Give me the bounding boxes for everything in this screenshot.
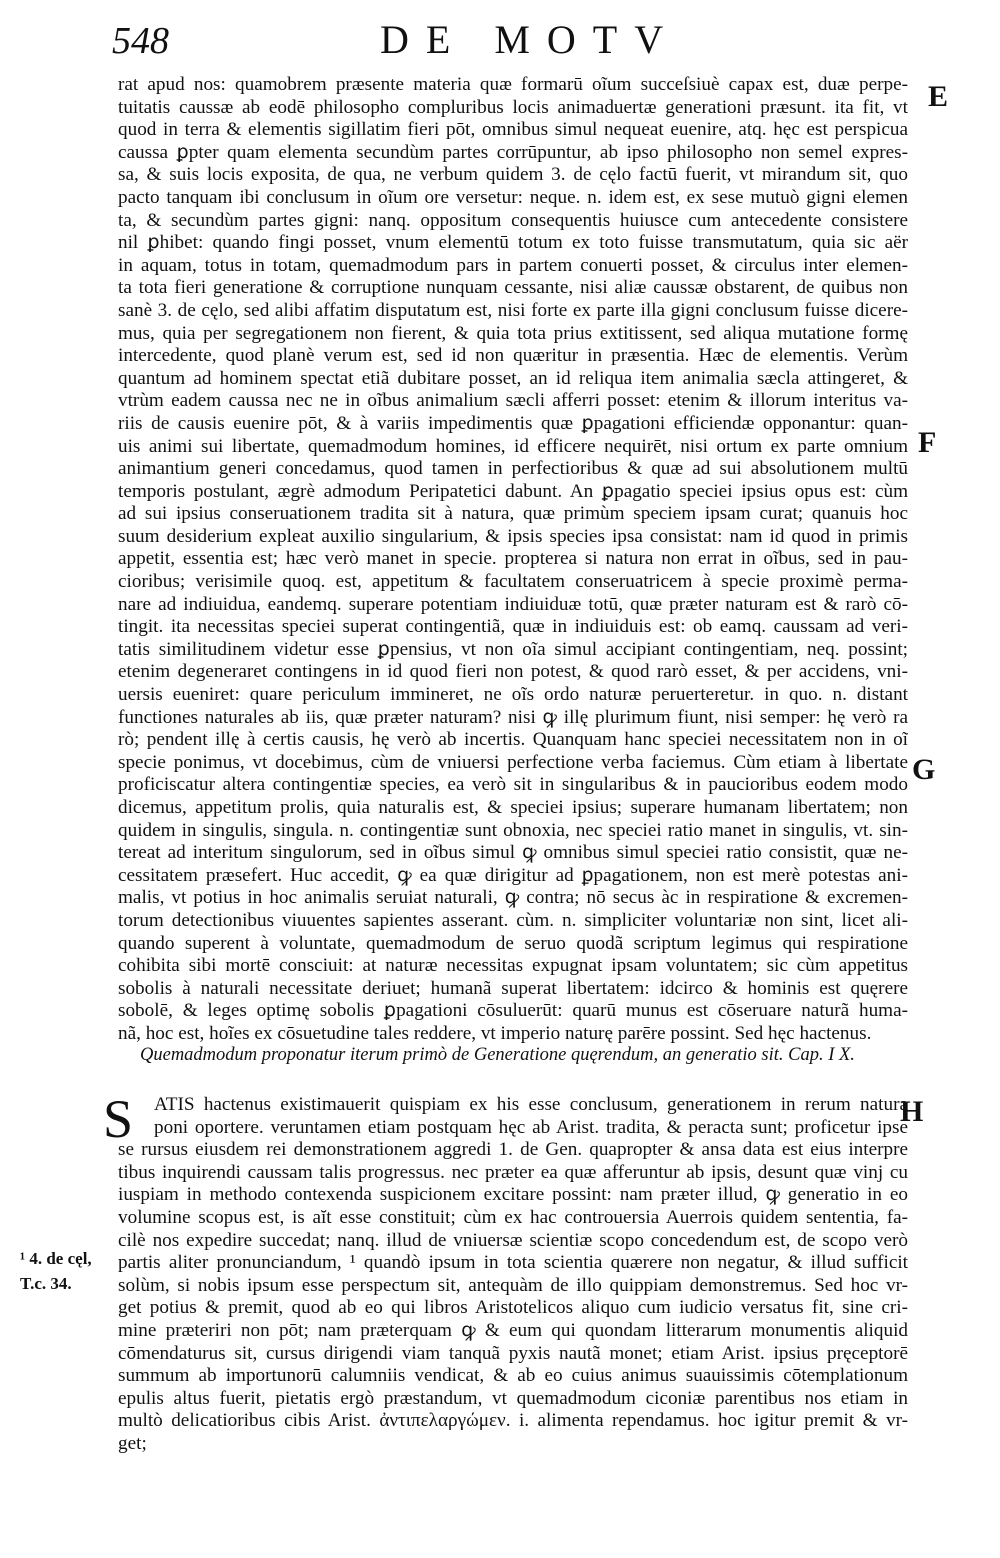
text-line: tingit. ita necessitas speciei superat contingentiã, quæ in indiuiduis est: ob eamq. caussam ad veri- bbox=[118, 616, 908, 638]
page-number: 548 bbox=[112, 20, 169, 62]
text-line: dicemus, appetitum prolis, quia naturalis est, & speciei ipsius; superare humanam libertatem; non bbox=[118, 797, 908, 818]
text-line: nã, hoc est, hoĩes ex cōsuetudine tales reddere, vt imperio naturę parēre possint. Sed hęc hactenus. bbox=[118, 1022, 872, 1044]
text-line: nare ad indiuidua, eandemq. superare potentiam indiuiduæ totū, quæ præter naturam est & rarò cō- bbox=[118, 593, 908, 615]
margin-letter-e: E bbox=[928, 80, 949, 113]
text-line: se rursus eiusdem rei demonstrationem aggredi 1. de Gen. quapropter & ansa data est eius interpre bbox=[118, 1139, 908, 1161]
text-line: mus, quia per segregationem non fierent, & quia tota prius extitissent, sed aliqua mutatione formę bbox=[118, 322, 908, 344]
text-line: specie ponimus, vt docebimus, cùm de vniuersi perfectione verba faciemus. Cùm etiam à libertate bbox=[118, 751, 908, 773]
text-line: vtrùm eadem caussa nec ne in oĩbus animalium sæcli afferri posset: etenim & illorum interitus va- bbox=[118, 390, 908, 412]
text-line: rò; pendent illę à certis causis, hę verò ab incertis. Quanquam hanc speciei necessitatem non in oĩ bbox=[118, 729, 908, 751]
text-line: ATIS hactenus existimauerit quispiam ex his esse conclusum, generationem in rerum natura bbox=[154, 1094, 908, 1115]
text-line: uis animi sui libertate, quemadmodum homines, id efficere nequirēt, nisi ortum ex parte omnium bbox=[118, 435, 908, 457]
text-line: get potius & premit, quod ab eo qui libros Aristotelicos aliquo cum iudicio versatus fit, sine cri- bbox=[118, 1297, 908, 1319]
text-line: animantium generi concedamus, quod tamen in perfectioribus & quæ ad sui absolutionem multū bbox=[118, 458, 908, 480]
running-head: DE MOTV bbox=[380, 17, 681, 62]
text-line: torum detectionibus viuuentes sapientes asserant. cùm. n. simpliciter voluntariæ non sint, licet ali- bbox=[118, 909, 908, 931]
text-line: sobolē, & leges optimę sobolis ꝑpagationi cōsuluerūt: quarū munus est cōseruare naturã huma- bbox=[118, 1000, 908, 1022]
chapter-heading: Quemadmodum proponatur iterum primò de Generatione quęrendum, an generatio sit. Cap. I X. bbox=[140, 1045, 855, 1065]
body-text-part1 bbox=[118, 74, 908, 1046]
text-line: uersis eueniret: quare periculum immineret, ne oĩs ordo naturæ peruerteretur. in quo. n. distant bbox=[118, 684, 908, 706]
text-line: suum desiderium expleat auxilio singularium, & ipsis species ipsa consistat: nam id quod in primis bbox=[118, 525, 908, 547]
text-line: iuspiam in methodo contexenda suspicionem excitare possint: nam præter illud, ꝙ generatio in eo bbox=[118, 1184, 908, 1206]
text-line: summum ab importunorū calumniis vendicat, & ab eo cuius animus suauissimis cōtemplationum bbox=[118, 1365, 908, 1387]
text-line: intercedente, quod planè verum est, sed id non quæritur in præsentia. Hæc de elementis. Verùm bbox=[118, 345, 908, 367]
text-line: cōmendaturus sit, cursus dirigendi viam tanquã pyxis nautã monet; etiam Arist. ipsius pręceptorē bbox=[118, 1342, 908, 1364]
text-line: ad sui ipsius conseruationem tradita sit à natura, quæ primùm speciem ipsam curat; quanuis hoc bbox=[118, 503, 908, 525]
text-line: poni oportere. veruntamen etiam postquam hęc ab Arist. tradita, & peracta sunt; proficetur ipse bbox=[154, 1116, 908, 1138]
text-line: tereat ad interitum singulorum, sed in oĩbus simul ꝙ omnibus simul speciei ratio consistit, quæ ne- bbox=[118, 842, 908, 864]
text-line: ta tota fieri generatione & corruptione nunquam cessante, nisi aliæ caussæ obstarent, de quibus non bbox=[118, 277, 908, 299]
text-line: cohibita sibi mortē consciuit: at naturæ necessitas expugnat ipsam voluntatem; sic cùm appetitus bbox=[118, 955, 908, 977]
margin-note-text-citation: T.c. 34. bbox=[20, 1274, 72, 1293]
margin-letter-g: G bbox=[912, 753, 936, 786]
text-line: rat apud nos: quamobrem præsente materia quæ formarū oĩum succeſsiuè capax est, duæ perpe- bbox=[118, 74, 908, 95]
text-line: partis aliter pronunciandum, ¹ quandò ipsum in tota scientia quærere non negatur, & illud sufficit bbox=[118, 1252, 908, 1274]
margin-letter-f: F bbox=[918, 426, 937, 459]
text-line: cilè nos expedire succedat; nanq. illud de vniuersæ scientiæ scopo concedendum est, de scopo verò bbox=[118, 1229, 908, 1251]
text-line: tuitatis caussæ ab eodē philosopho compluribus locis animaduertæ generationi præsunt. ita fit, vt bbox=[118, 96, 908, 118]
text-line: sa, & suis locis exposita, de qua, ne verbum quidem 3. de cęlo factū fuerit, vt mirandum sit, quo bbox=[118, 164, 908, 186]
text-line: quando superent à voluntate, quemadmodum de seruo quodã scriptum legimus qui respiratione bbox=[118, 932, 908, 954]
text-line: nil ꝑhibet: quando fingi posset, vnum elementū totum ex toto fuisse transmutatum, quia sic aër bbox=[118, 232, 908, 254]
text-line: riis de causis euenire pōt, & à variis impedimentis quæ ꝑpagationi efficiendæ opponantur: quan- bbox=[118, 412, 908, 434]
text-line: malis, vt potius in hoc animalis seruiat naturali, ꝙ contra; nō secus àc in respiratione & excremen- bbox=[118, 887, 908, 909]
text-line: cessitatem præsefert. Huc accedit, ꝙ ea quæ dirigitur ad ꝑpagationem, non est merè potestas ani- bbox=[118, 864, 908, 886]
text-line: ta, & secundùm partes gigni: nanq. oppositum consequentis huiusce cum antecedente consistere bbox=[118, 209, 908, 231]
text-line: cioribus; verisimile quoq. est, appetitum & facultatem conseruatricem à specie proximè perma- bbox=[118, 571, 908, 593]
text-line: in aquam, totus in totam, quemadmodum pars in partem conuerti posset, & circulus inter elemen- bbox=[118, 254, 908, 276]
text-line: multò delicatioribus cibis Arist. ἀντιπελαργώμεν. i. alimenta rependamus. hoc igitur premit & vr- bbox=[118, 1410, 908, 1432]
text-line: temporis postulant, ægrè admodum Peripatetici dabunt. An ꝑpagatio speciei ipsius opus est: cùm bbox=[118, 480, 908, 502]
text-line: tatis similitudinem videtur esse ꝑpensius, vt non oĩa simul accipiant contingentiam, neq. possint; bbox=[118, 638, 908, 660]
body-text-part2 bbox=[118, 1094, 908, 1456]
text-line: quidem in singulis, singula. n. contingentiæ sunt obnoxia, nec speciei ratio manet in singulis, vt. sin- bbox=[118, 819, 908, 841]
margin-note-reference: ¹ 4. de cęl, bbox=[20, 1249, 92, 1268]
text-line: quod in terra & elementis sigillatim fieri pōt, omnibus simul nequeat euenire, atq. hęc est perspicua bbox=[118, 119, 908, 141]
text-line: tibus inquirendi caussam talis progressus. nec præter ea quæ afferuntur ab ipsis, desunt quæ vinj cu bbox=[118, 1161, 908, 1183]
text-line: volumine scopus est, is aĭt esse constituit; cùm ex hac controuersia Auerrois quidem sententia, fa- bbox=[118, 1206, 908, 1228]
text-line: sanè 3. de cęlo, sed alibi affatim disputatum est, nisi forte ex parte illa gigni conclusum fuisse dicere- bbox=[118, 299, 908, 321]
text-line: mine præteriri non pōt; nam præterquam ꝙ & eum qui quondam litterarum monumentis aliquid bbox=[118, 1319, 908, 1341]
text-line: sobolis à naturali necessitate deriuet; humanã superat libertatem: idcirco & hominis est quęrere bbox=[118, 977, 908, 999]
text-line: functiones naturales ab iis, quæ præter naturam? nisi ꝙ illę plurimum fiunt, nisi semper: hę verò ra bbox=[118, 706, 908, 728]
text-line: solùm, si nobis ipsum esse perspectum sit, antequàm de illo quippiam demonstremus. Sed hoc vr- bbox=[118, 1274, 908, 1296]
margin-letter-h: H bbox=[900, 1095, 924, 1128]
text-line: appetit, essentia est; hæc verò manet in specie. propterea si natura non errat in oĩbus, sed in pau- bbox=[118, 548, 908, 570]
drop-cap: S bbox=[103, 1089, 134, 1149]
text-line: etenim degeneraret contingens in id quod fieri non potest, & quod rarò esset, & per accidens, vni- bbox=[118, 661, 908, 683]
text-line: epulis altus fuerit, pietatis ergò præstandum, vt quemadmodum ciconiæ parentibus nos etiam in bbox=[118, 1387, 908, 1409]
text-line: get; bbox=[118, 1432, 147, 1454]
text-line: quantum ad hominem spectat etiã dubitare posset, an id reliqua item animalia sæcla attingeret, & bbox=[118, 367, 908, 389]
text-line: proficiscatur altera contingentiæ species, ea verò sit in singularibus & in paucioribus eodem modo bbox=[118, 774, 908, 796]
text-line: pacto tanquam ibi conclusum in oĩum ore versetur: neque. n. idem est, ex sese mutuò gigni elemen bbox=[118, 186, 908, 208]
text-line: caussa ꝑpter quam elementa secundùm partes corrūpuntur, ab ipso philosopho non semel expres- bbox=[118, 141, 908, 163]
